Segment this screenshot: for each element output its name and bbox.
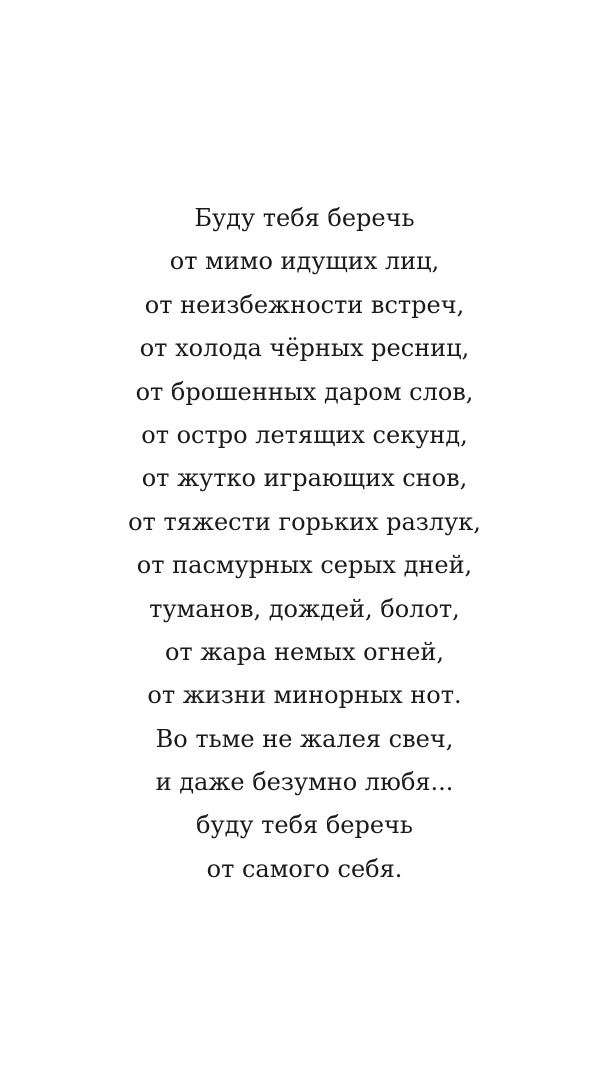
poem-line: от самого себя.	[206, 854, 403, 883]
poem-line: от жутко играющих снов,	[141, 464, 468, 493]
poem-text	[0, 197, 609, 891]
poem-line: Буду тебя беречь	[194, 204, 415, 232]
poem-line: Во тьме не жалея свеч,	[155, 724, 454, 753]
poem-line: от холода чёрных ресниц,	[139, 334, 470, 363]
poem-line: и даже безумно любя...	[155, 768, 454, 797]
poem-line: от пасмурных серых дней,	[136, 551, 473, 580]
poem-line: от брошенных даром слов,	[135, 377, 474, 406]
poem-line: от остро летящих секунд,	[141, 420, 468, 449]
poem-line: от мимо идущих лиц,	[169, 247, 440, 276]
poem-line: от жара немых огней,	[164, 637, 445, 666]
poem-line: буду тебя беречь	[196, 811, 413, 840]
poem-line: от тяжести горьких разлук,	[128, 507, 481, 536]
poem-line: от неизбежности встреч,	[144, 290, 465, 319]
poem-line: от жизни минорных нот.	[147, 681, 462, 710]
poem-line: туманов, дождей, болот,	[149, 594, 460, 623]
